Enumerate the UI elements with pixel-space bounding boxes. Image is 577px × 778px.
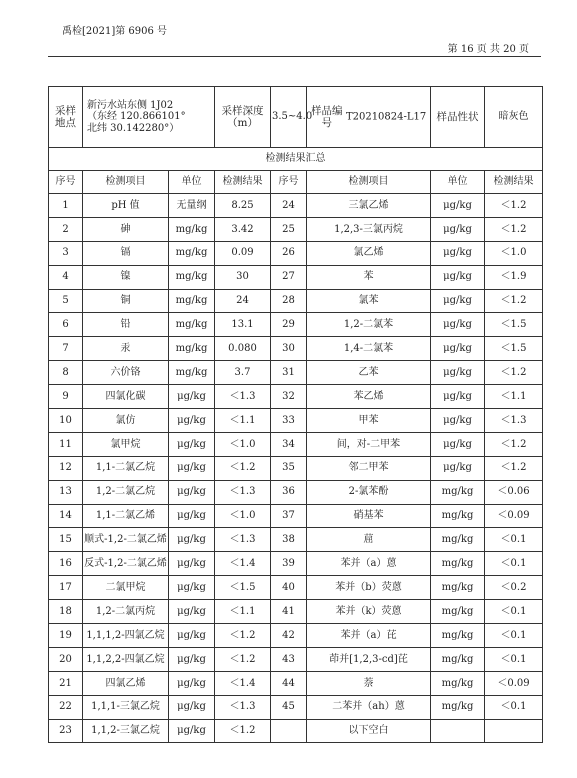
site-label: 采样地点 xyxy=(49,87,83,148)
seq-cell: 19 xyxy=(49,624,83,648)
result-cell: ＜0.2 xyxy=(485,576,543,600)
result-cell: ＜1.2 xyxy=(485,456,543,480)
item-cell: 1,1-二氯乙烯 xyxy=(83,504,169,528)
seq-cell: 39 xyxy=(271,552,307,576)
item-cell: 六价铬 xyxy=(83,361,169,385)
result-cell: ＜1.3 xyxy=(215,480,271,504)
table-row xyxy=(49,600,543,624)
item-cell: 镍 xyxy=(83,265,169,289)
item-cell: 苯 xyxy=(307,265,431,289)
unit-cell: mg/kg xyxy=(169,337,215,361)
unit-cell: μg/kg xyxy=(169,528,215,552)
seq-cell: 21 xyxy=(49,671,83,695)
item-cell: 1,1,1-三氯乙烷 xyxy=(83,695,169,719)
result-cell: ＜1.1 xyxy=(215,409,271,433)
unit-cell: mg/kg xyxy=(431,552,485,576)
header-divider xyxy=(48,56,541,57)
result-cell: ＜0.1 xyxy=(485,600,543,624)
site-value-line3: 北纬 30.142280°） xyxy=(87,122,180,134)
seq-cell: 12 xyxy=(49,456,83,480)
table-row xyxy=(49,480,543,504)
item-cell: 1,1-二氯乙烷 xyxy=(83,456,169,480)
item-cell: 砷 xyxy=(83,217,169,241)
unit-cell: mg/kg xyxy=(169,217,215,241)
item-cell: 氯甲烷 xyxy=(83,432,169,456)
result-cell: ＜1.3 xyxy=(215,695,271,719)
unit-cell: mg/kg xyxy=(169,313,215,337)
item-cell: 氯苯 xyxy=(307,289,431,313)
result-cell: 30 xyxy=(215,265,271,289)
result-cell: ＜0.09 xyxy=(485,671,543,695)
result-cell: ＜1.2 xyxy=(215,624,271,648)
unit-cell: mg/kg xyxy=(169,265,215,289)
seq-cell: 1 xyxy=(49,194,83,218)
table-row xyxy=(49,552,543,576)
table-row xyxy=(49,456,543,480)
result-cell xyxy=(485,719,543,743)
table-row xyxy=(49,671,543,695)
item-cell: 间，对-二甲苯 xyxy=(307,432,431,456)
result-cell: ＜1.2 xyxy=(485,217,543,241)
col-unit-right: 单位 xyxy=(431,171,485,194)
seq-cell: 45 xyxy=(271,695,307,719)
unit-cell: mg/kg xyxy=(431,647,485,671)
table-row xyxy=(49,695,543,719)
unit-cell: μg/kg xyxy=(169,409,215,433)
result-cell: ＜1.9 xyxy=(485,265,543,289)
result-cell: 24 xyxy=(215,289,271,313)
unit-cell: μg/kg xyxy=(431,289,485,313)
item-cell: 1,2,3-三氯丙烷 xyxy=(307,217,431,241)
unit-cell: μg/kg xyxy=(169,671,215,695)
seq-cell: 38 xyxy=(271,528,307,552)
seq-cell: 28 xyxy=(271,289,307,313)
result-cell: ＜0.06 xyxy=(485,480,543,504)
unit-cell: 无量纲 xyxy=(169,194,215,218)
result-cell: ＜0.1 xyxy=(485,647,543,671)
seq-cell: 25 xyxy=(271,217,307,241)
seq-cell: 42 xyxy=(271,624,307,648)
unit-cell: μg/kg xyxy=(169,456,215,480)
col-seq-left: 序号 xyxy=(49,171,83,194)
unit-cell: μg/kg xyxy=(431,241,485,265)
item-cell: 汞 xyxy=(83,337,169,361)
seq-cell: 17 xyxy=(49,576,83,600)
unit-cell: μg/kg xyxy=(169,432,215,456)
result-cell: 0.080 xyxy=(215,337,271,361)
item-cell: 硝基苯 xyxy=(307,504,431,528)
column-header-row xyxy=(49,171,543,194)
seq-cell: 44 xyxy=(271,671,307,695)
unit-cell: mg/kg xyxy=(431,695,485,719)
summary-title-row xyxy=(49,148,543,171)
seq-cell: 5 xyxy=(49,289,83,313)
seq-cell: 3 xyxy=(49,241,83,265)
unit-cell: μg/kg xyxy=(431,217,485,241)
item-cell: 1,2-二氯丙烷 xyxy=(83,600,169,624)
item-cell: 反式-1,2-二氯乙烯 xyxy=(83,552,169,576)
page-info: 第 16 页 共 20 页 xyxy=(447,44,529,55)
item-cell: 三氯乙烯 xyxy=(307,194,431,218)
table-row xyxy=(49,432,543,456)
unit-cell: mg/kg xyxy=(431,504,485,528)
item-cell: 邻二甲苯 xyxy=(307,456,431,480)
item-cell: 茚并[1,2,3-cd]芘 xyxy=(307,647,431,671)
seq-cell: 24 xyxy=(271,194,307,218)
item-cell: 四氯乙烯 xyxy=(83,671,169,695)
depth-label: 采样深度（m） xyxy=(215,87,271,148)
item-cell: 1,1,1,2-四氯乙烷 xyxy=(83,624,169,648)
seq-cell: 26 xyxy=(271,241,307,265)
table-row xyxy=(49,361,543,385)
unit-cell: μg/kg xyxy=(431,194,485,218)
seq-cell: 8 xyxy=(49,361,83,385)
result-cell: 13.1 xyxy=(215,313,271,337)
result-cell: ＜1.2 xyxy=(215,456,271,480)
sample-no-label: 样品编号 xyxy=(311,104,343,129)
result-cell: 8.25 xyxy=(215,194,271,218)
property-value: 暗灰色 xyxy=(485,87,543,148)
unit-cell: mg/kg xyxy=(169,361,215,385)
table-row xyxy=(49,265,543,289)
item-cell: 1,2-二氯乙烷 xyxy=(83,480,169,504)
unit-cell: mg/kg xyxy=(431,528,485,552)
unit-cell: μg/kg xyxy=(431,361,485,385)
unit-cell: mg/kg xyxy=(431,671,485,695)
seq-cell: 6 xyxy=(49,313,83,337)
unit-cell xyxy=(431,719,485,743)
result-cell: ＜1.5 xyxy=(485,337,543,361)
unit-cell: mg/kg xyxy=(431,576,485,600)
item-cell: 甲苯 xyxy=(307,409,431,433)
seq-cell: 16 xyxy=(49,552,83,576)
col-item-right: 检测项目 xyxy=(307,171,431,194)
seq-cell: 41 xyxy=(271,600,307,624)
table-row xyxy=(49,289,543,313)
seq-cell: 37 xyxy=(271,504,307,528)
unit-cell: μg/kg xyxy=(431,409,485,433)
unit-cell: μg/kg xyxy=(169,695,215,719)
seq-cell: 30 xyxy=(271,337,307,361)
col-result-right: 检测结果 xyxy=(485,171,543,194)
seq-cell: 9 xyxy=(49,385,83,409)
unit-cell: mg/kg xyxy=(431,624,485,648)
unit-cell: μg/kg xyxy=(431,456,485,480)
result-cell: ＜1.2 xyxy=(485,432,543,456)
item-cell: 乙苯 xyxy=(307,361,431,385)
table-row xyxy=(49,385,543,409)
table-row xyxy=(49,217,543,241)
item-cell: 1,4-二氯苯 xyxy=(307,337,431,361)
col-seq-right: 序号 xyxy=(271,171,307,194)
summary-title: 检测结果汇总 xyxy=(49,148,543,171)
seq-cell: 31 xyxy=(271,361,307,385)
result-cell: ＜0.1 xyxy=(485,695,543,719)
unit-cell: μg/kg xyxy=(169,647,215,671)
result-cell: ＜1.2 xyxy=(485,361,543,385)
item-cell: pH 值 xyxy=(83,194,169,218)
seq-cell: 33 xyxy=(271,409,307,433)
unit-cell: mg/kg xyxy=(431,480,485,504)
item-cell: 四氯化碳 xyxy=(83,385,169,409)
seq-cell xyxy=(271,719,307,743)
col-unit-left: 单位 xyxy=(169,171,215,194)
item-cell: 以下空白 xyxy=(307,719,431,743)
item-cell: 铜 xyxy=(83,289,169,313)
unit-cell: μg/kg xyxy=(169,600,215,624)
unit-cell: μg/kg xyxy=(431,432,485,456)
seq-cell: 10 xyxy=(49,409,83,433)
item-cell: 氯乙烯 xyxy=(307,241,431,265)
result-cell: ＜1.1 xyxy=(215,600,271,624)
item-cell: 萘 xyxy=(307,671,431,695)
unit-cell: mg/kg xyxy=(169,289,215,313)
result-cell: ＜1.4 xyxy=(215,552,271,576)
item-cell: 苯并（b）荧蒽 xyxy=(307,576,431,600)
seq-cell: 32 xyxy=(271,385,307,409)
seq-cell: 7 xyxy=(49,337,83,361)
table-row xyxy=(49,576,543,600)
table-row xyxy=(49,313,543,337)
result-cell: ＜0.09 xyxy=(485,504,543,528)
result-cell: ＜1.2 xyxy=(215,647,271,671)
seq-cell: 43 xyxy=(271,647,307,671)
table-row xyxy=(49,719,543,743)
seq-cell: 27 xyxy=(271,265,307,289)
result-cell: ＜1.0 xyxy=(215,432,271,456)
seq-cell: 18 xyxy=(49,600,83,624)
table-row xyxy=(49,194,543,218)
item-cell: 镉 xyxy=(83,241,169,265)
unit-cell: μg/kg xyxy=(431,337,485,361)
table-row xyxy=(49,241,543,265)
seq-cell: 4 xyxy=(49,265,83,289)
result-cell: ＜0.1 xyxy=(485,552,543,576)
table-row xyxy=(49,647,543,671)
item-cell: 苯并（a）蒽 xyxy=(307,552,431,576)
item-cell: 苯乙烯 xyxy=(307,385,431,409)
result-cell: 3.7 xyxy=(215,361,271,385)
item-cell: 䓛 xyxy=(307,528,431,552)
col-item-left: 检测项目 xyxy=(83,171,169,194)
result-cell: ＜1.2 xyxy=(485,194,543,218)
site-value-line1: 新污水站东侧 1J02 xyxy=(87,99,174,111)
site-value xyxy=(83,87,215,148)
unit-cell: μg/kg xyxy=(431,385,485,409)
unit-cell: μg/kg xyxy=(169,480,215,504)
unit-cell: μg/kg xyxy=(431,313,485,337)
seq-cell: 36 xyxy=(271,480,307,504)
seq-cell: 23 xyxy=(49,719,83,743)
unit-cell: μg/kg xyxy=(169,624,215,648)
property-label: 样品性状 xyxy=(431,87,485,148)
table-row xyxy=(49,528,543,552)
item-cell: 铅 xyxy=(83,313,169,337)
seq-cell: 11 xyxy=(49,432,83,456)
table-row xyxy=(49,624,543,648)
unit-cell: mg/kg xyxy=(169,241,215,265)
sample-no-value: T20210824-L17 xyxy=(345,111,427,123)
result-cell: ＜1.3 xyxy=(485,409,543,433)
result-cell: ＜1.0 xyxy=(485,241,543,265)
result-cell: ＜0.1 xyxy=(485,624,543,648)
seq-cell: 14 xyxy=(49,504,83,528)
result-cell: ＜1.2 xyxy=(485,289,543,313)
table-row xyxy=(49,409,543,433)
seq-cell: 2 xyxy=(49,217,83,241)
report-code: 禹检[2021]第 6906 号 xyxy=(62,26,168,37)
unit-cell: μg/kg xyxy=(431,265,485,289)
item-cell: 2-氯苯酚 xyxy=(307,480,431,504)
result-cell: ＜0.1 xyxy=(485,528,543,552)
item-cell: 二苯并（ah）蒽 xyxy=(307,695,431,719)
result-cell: ＜1.3 xyxy=(215,385,271,409)
seq-cell: 20 xyxy=(49,647,83,671)
item-cell: 1,1,2-三氯乙烷 xyxy=(83,719,169,743)
item-cell: 苯并（k）荧蒽 xyxy=(307,600,431,624)
result-cell: ＜1.5 xyxy=(215,576,271,600)
seq-cell: 13 xyxy=(49,480,83,504)
sample-info-row xyxy=(49,87,543,148)
result-cell: ＜1.5 xyxy=(485,313,543,337)
table-row xyxy=(49,504,543,528)
result-cell: ＜1.4 xyxy=(215,671,271,695)
result-cell: ＜1.2 xyxy=(215,719,271,743)
col-result-left: 检测结果 xyxy=(215,171,271,194)
seq-cell: 35 xyxy=(271,456,307,480)
result-cell: ＜1.1 xyxy=(485,385,543,409)
unit-cell: mg/kg xyxy=(431,600,485,624)
unit-cell: μg/kg xyxy=(169,576,215,600)
item-cell: 苯并（a）芘 xyxy=(307,624,431,648)
unit-cell: μg/kg xyxy=(169,552,215,576)
unit-cell: μg/kg xyxy=(169,504,215,528)
seq-cell: 40 xyxy=(271,576,307,600)
result-cell: ＜1.0 xyxy=(215,504,271,528)
item-cell: 氯仿 xyxy=(83,409,169,433)
unit-cell: μg/kg xyxy=(169,385,215,409)
seq-cell: 29 xyxy=(271,313,307,337)
seq-cell: 22 xyxy=(49,695,83,719)
table-row xyxy=(49,337,543,361)
seq-cell: 15 xyxy=(49,528,83,552)
result-cell: 0.09 xyxy=(215,241,271,265)
sample-no-cell xyxy=(307,87,431,148)
item-cell: 1,1,2,2-四氯乙烷 xyxy=(83,647,169,671)
result-cell: ＜1.3 xyxy=(215,528,271,552)
item-cell: 顺式-1,2-二氯乙烯 xyxy=(83,528,169,552)
item-cell: 1,2-二氯苯 xyxy=(307,313,431,337)
unit-cell: μg/kg xyxy=(169,719,215,743)
site-value-line2: （东经 120.866101° xyxy=(87,111,186,123)
item-cell: 二氯甲烷 xyxy=(83,576,169,600)
depth-value: 3.5~4.0 xyxy=(271,87,307,148)
result-cell: 3.42 xyxy=(215,217,271,241)
results-table xyxy=(48,86,543,743)
seq-cell: 34 xyxy=(271,432,307,456)
